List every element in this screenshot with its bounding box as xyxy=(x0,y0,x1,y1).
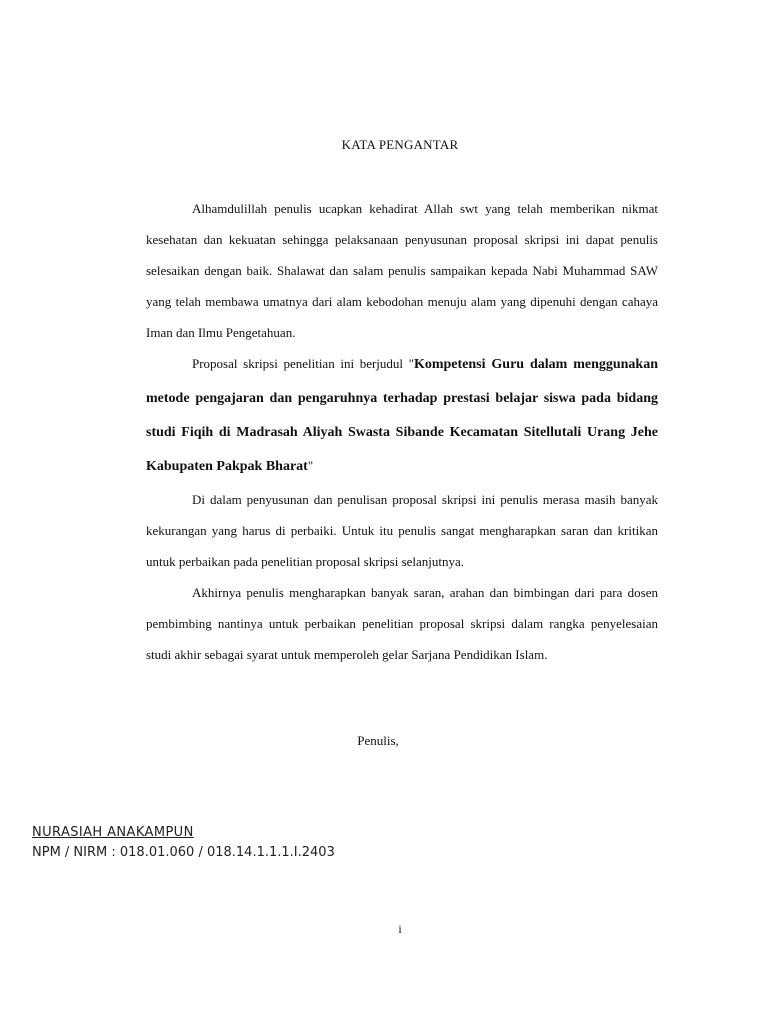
page-title: KATA PENGANTAR xyxy=(341,137,459,152)
signer-name: NURASIAH ANAKAMPUN xyxy=(32,825,194,840)
paragraph-2-suffix: " xyxy=(307,458,314,473)
signer-id: NPM / NIRM : 018.01.060 / 018.14.1.1.1.I.2403 xyxy=(32,845,335,860)
page-number: i xyxy=(398,922,402,936)
paragraph-2-prefix: Proposal skripsi penelitian ini berjudul " xyxy=(192,356,414,371)
paragraph-1: Alhamdulillah penulis ucapkan kehadirat Allah swt yang telah memberikan nikmat kesehatan dan kekuatan sehingga pelaksanaan penyusunan proposal skripsi ini dapat penulis selesaikan dengan baik. Shalawat dan salam penulis sampaikan kepada Nabi Muhammad SAW yang telah membawa umatnya dari alam kebodohan menuju alam yang dipenuhi dengan cahaya Iman dan Ilmu Pengetahuan. xyxy=(146,201,658,340)
body-text xyxy=(146,193,658,670)
signer-block xyxy=(32,823,335,863)
paragraph-4: Akhirnya penulis mengharapkan banyak saran, arahan dan bimbingan dari para dosen pembimbing nantinya untuk perbaikan penelitian proposal skripsi dalam rangka penyelesaian studi akhir sebagai syarat untuk memperoleh gelar Sarjana Pendidikan Islam. xyxy=(146,585,658,662)
signoff: Penulis, xyxy=(357,733,399,748)
paragraph-3: Di dalam penyusunan dan penulisan proposal skripsi ini penulis merasa masih banyak kekurangan yang harus di perbaiki. Untuk itu penulis sangat mengharapkan saran dan kritikan untuk perbaikan pada penelitian proposal skripsi selanjutnya. xyxy=(146,492,658,569)
research-title: Kompetensi Guru dalam menggunakan metode pengajaran dan pengaruhnya terhadap prestasi belajar siswa pada bidang studi Fiqih di Madrasah Aliyah Swasta Sibande Kecamatan Sitellutali Urang Jehe Kabupaten Pakpak Bharat xyxy=(146,357,659,474)
paragraph-2 xyxy=(146,348,658,484)
